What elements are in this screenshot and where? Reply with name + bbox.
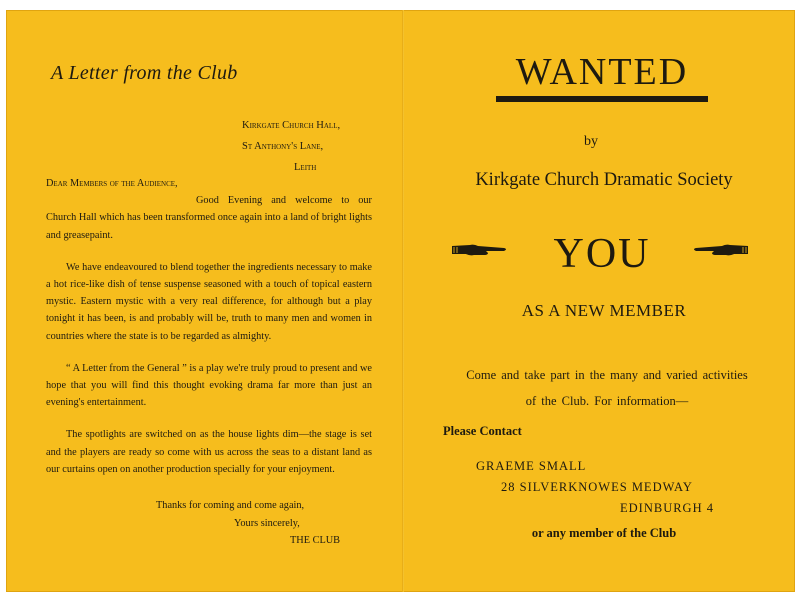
letter-paragraph: Good Evening and welcome to our Church Hall which has been transformed once again into a land of bright lights and greasepaint. <box>46 195 372 241</box>
invitation-text <box>432 362 782 414</box>
invitation-line: of the Club. For information— <box>525 394 689 408</box>
letter-title: A Letter from the Club <box>51 62 238 84</box>
closing-line: Yours sincerely, <box>234 517 300 529</box>
invitation-line: Come and take part in the many and varied activities <box>466 368 748 382</box>
please-contact-label: Please Contact <box>443 424 522 438</box>
contact-street: 28 SILVERKNOWES MEDWAY <box>501 480 693 494</box>
letter-closing <box>156 497 356 550</box>
closing-line: Thanks for coming and come again, <box>156 500 305 511</box>
contact-name: GRAEME SMALL <box>476 459 587 473</box>
letter-page <box>6 10 402 592</box>
address-line: Leith <box>294 162 317 173</box>
signature: THE CLUB <box>290 535 341 546</box>
address-line: Kirkgate Church Hall, <box>242 120 341 131</box>
letter-paragraph: The spotlights are switched on as the house lights dim—the stage is set and the players are ready so come with us across the seas to a distant land as our curtains open on another production specially for your enjoyment. <box>46 429 372 475</box>
wanted-headline: WANTED <box>515 51 689 93</box>
contact-address <box>476 456 714 519</box>
by-label: by <box>584 134 598 149</box>
salutation: Dear Members of the Audience, <box>46 178 178 189</box>
headline-underline <box>496 96 708 102</box>
wanted-page <box>404 10 795 592</box>
letter-paragraph: “ A Letter from the General ” is a play we're truly proud to present and we hope that you will find this thought evoking drama far more than just an evening's entertainment. <box>46 362 372 409</box>
any-member-note: or any member of the Club <box>531 526 677 540</box>
you-headline: YOU <box>553 231 651 277</box>
letter-body <box>46 175 372 493</box>
pointing-hand-right-icon <box>452 243 508 257</box>
new-member-subheading: AS A NEW MEMBER <box>521 301 687 320</box>
pointing-hand-left-icon <box>692 243 748 257</box>
address-line: St Anthony's Lane, <box>242 141 324 152</box>
letter-address <box>242 115 392 178</box>
society-name: Kirkgate Church Dramatic Society <box>475 170 733 190</box>
letter-paragraph: We have endeavoured to blend together the ingredients necessary to make a hot rice-like dish of tense suspense seasoned with a touch of topical eastern mystic. Eastern mystic with a very real difference, for although but a play tonight it has been, is and probably will be, truth to many men and women in countries where the state is to be regarded as almighty. <box>46 261 372 342</box>
contact-city: EDINBURGH 4 <box>620 501 714 515</box>
